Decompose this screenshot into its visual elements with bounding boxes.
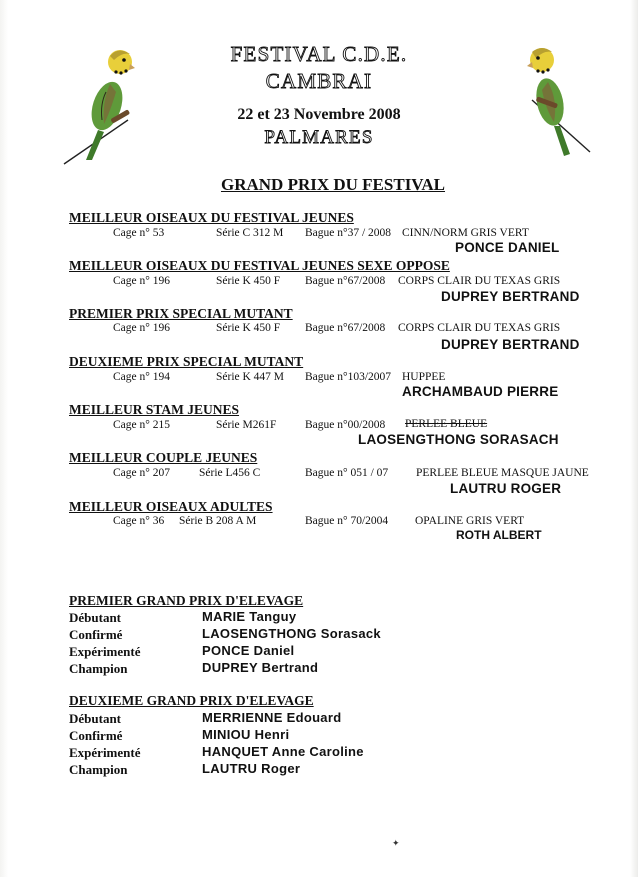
award-cage: Cage n° 194 [113, 371, 170, 383]
palmares-title: PALMARES [264, 127, 374, 148]
award-title: MEILLEUR OISEAUX DU FESTIVAL JEUNES SEXE OPPOSE [69, 258, 450, 273]
elevage-breeder: LAOSENGTHONG Sorasack [202, 626, 381, 641]
award-cage: Cage n° 196 [113, 275, 170, 287]
award-title: MEILLEUR COUPLE JEUNES [69, 450, 258, 465]
elevage-level: Champion [69, 762, 128, 777]
elevage-breeder: MARIE Tanguy [202, 609, 297, 624]
elevage-breeder: HANQUET Anne Caroline [202, 744, 364, 759]
award-serie: Série C 312 M [216, 227, 284, 239]
elevage-breeder: MINIOU Henri [202, 727, 290, 742]
award-cage: Cage n° 36 [113, 515, 165, 527]
award-title: MEILLEUR OISEAUX ADULTES [69, 499, 273, 514]
award-serie: Série L456 C [199, 467, 261, 479]
elevage-level: Débutant [69, 711, 122, 726]
award-bague: Bague n° 051 / 07 [305, 467, 389, 479]
award-title: MEILLEUR OISEAUX DU FESTIVAL JEUNES [69, 210, 354, 225]
elevage-level: Expérimenté [69, 644, 141, 659]
elevage-title: PREMIER GRAND PRIX D'ELEVAGE [69, 593, 304, 608]
award-cage: Cage n° 196 [113, 322, 170, 334]
elevage-level: Champion [69, 661, 128, 676]
award-bague: Bague n°103/2007 [305, 371, 392, 383]
award-serie: Série B 208 A M [179, 515, 257, 527]
award-serie: Série K 450 F [216, 275, 281, 287]
award-description: PERLEE BLEUE [405, 418, 488, 430]
grand-prix-title: GRAND PRIX DU FESTIVAL [220, 175, 446, 194]
scan-speck: ✦ [392, 838, 400, 848]
award-description: HUPPEE [402, 371, 446, 383]
award-winner: LAOSENGTHONG SORASACH [358, 432, 559, 447]
elevage-level: Confirmé [69, 627, 123, 642]
award-bague: Bague n°67/2008 [305, 322, 386, 334]
award-cage: Cage n° 53 [113, 227, 165, 239]
award-description: PERLEE BLEUE MASQUE JAUNE [416, 467, 589, 479]
award-description: CORPS CLAIR DU TEXAS GRIS [398, 322, 561, 334]
award-title: DEUXIEME PRIX SPECIAL MUTANT [69, 354, 304, 369]
award-winner: ARCHAMBAUD PIERRE [402, 384, 559, 399]
elevage-breeder: MERRIENNE Edouard [202, 710, 342, 725]
award-winner: DUPREY BERTRAND [441, 289, 580, 304]
elevage-level: Débutant [69, 610, 122, 625]
award-winner: DUPREY BERTRAND [441, 337, 580, 352]
event-dates: 22 et 23 Novembre 2008 [237, 106, 401, 123]
award-serie: Série K 450 F [216, 322, 281, 334]
award-serie: Série M261F [216, 419, 277, 431]
elevage-breeder: LAUTRU Roger [202, 761, 301, 776]
award-bague: Bague n°00/2008 [305, 419, 386, 431]
award-winner: ROTH ALBERT [456, 528, 542, 542]
award-cage: Cage n° 215 [113, 419, 170, 431]
award-title: MEILLEUR STAM JEUNES [69, 402, 240, 417]
award-serie: Série K 447 M [216, 371, 285, 383]
festival-title: FESTIVAL C.D.E. [230, 42, 408, 66]
elevage-title: DEUXIEME GRAND PRIX D'ELEVAGE [69, 693, 314, 708]
award-title: PREMIER PRIX SPECIAL MUTANT [69, 306, 293, 321]
award-description: OPALINE GRIS VERT [415, 515, 525, 527]
award-bague: Bague n°67/2008 [305, 275, 386, 287]
award-bague: Bague n° 70/2004 [305, 515, 389, 527]
award-description: CINN/NORM GRIS VERT [402, 227, 529, 239]
award-bague: Bague n°37 / 2008 [305, 227, 392, 239]
elevage-level: Expérimenté [69, 745, 141, 760]
award-winner: LAUTRU ROGER [450, 481, 562, 496]
award-winner: PONCE DANIEL [455, 240, 560, 255]
city-title: CAMBRAI [265, 69, 373, 93]
award-description: CORPS CLAIR DU TEXAS GRIS [398, 275, 561, 287]
award-cage: Cage n° 207 [113, 467, 170, 479]
elevage-level: Confirmé [69, 728, 123, 743]
elevage-breeder: PONCE Daniel [202, 643, 295, 658]
elevage-breeder: DUPREY Bertrand [202, 660, 319, 675]
